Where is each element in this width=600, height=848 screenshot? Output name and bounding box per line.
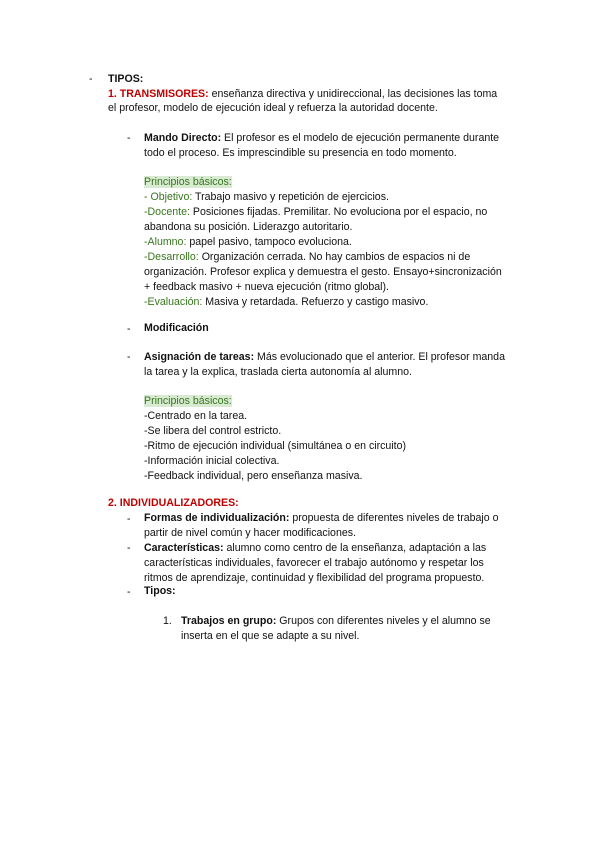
- mando-bullet: -: [127, 132, 131, 144]
- list-item: -Ritmo de ejecución individual (simultánea o en circuito): [144, 440, 407, 452]
- asignacion-bullet: -: [127, 351, 131, 363]
- principios-basicos-2: [144, 394, 406, 484]
- transmisores-desc-2: el profesor, modelo de ejecución ideal y refuerza la autoridad docente.: [108, 102, 438, 114]
- formas-individualizacion: Formas de individualización: propuesta de diferentes niveles de trabajo o partir de nivel común y hacer modificaciones.: [144, 512, 499, 539]
- principios-heading-1: Principios básicos:: [144, 176, 232, 188]
- individualizadores-heading: 2. INDIVIDUALIZADORES:: [108, 497, 239, 509]
- modificacion: Modificación: [144, 322, 209, 334]
- mando-directo: Mando Directo: El profesor es el modelo de ejecución permanente durante todo el proceso. Es imprescindible su presencia en todo momento.: [144, 132, 500, 159]
- tipos2-title: Tipos:: [144, 585, 176, 597]
- asignacion-tareas: Asignación de tareas: Más evolucionado que el anterior. El profesor manda la tarea y la explica, traslada cierta autonomía al alumno.: [144, 351, 505, 378]
- tipos2-bullet: -: [127, 586, 131, 598]
- asignacion-title: Asignación de tareas:: [144, 351, 255, 363]
- caracteristicas: Características: alumno como centro de la enseñanza, adaptación a las características individuales, favorecer el trabajo autónomo y respetar los ritmos de aprendizaje, continuidad y flexibilidad del programa propuesto.: [144, 542, 487, 584]
- tipos-bullet: -: [89, 73, 93, 85]
- modificacion-bullet: -: [127, 323, 131, 335]
- list-item: -Centrado en la tarea.: [144, 410, 248, 422]
- tipos-title: TIPOS:: [108, 73, 144, 85]
- caracteristicas-bullet: -: [127, 542, 131, 554]
- mando-title: Mando Directo:: [144, 132, 222, 144]
- transmisores-desc: enseñanza directiva y unidireccional, las decisiones las toma: [208, 88, 498, 100]
- list-item: -Información inicial colectiva.: [144, 455, 280, 467]
- formas-bullet: -: [127, 513, 131, 525]
- trabajos-number: 1.: [163, 615, 172, 627]
- principios-heading-2: Principios básicos:: [144, 395, 232, 407]
- transmisores-heading: 1. TRANSMISORES:: [108, 88, 209, 100]
- formas-title: Formas de individualización:: [144, 512, 290, 524]
- trabajos-title: Trabajos en grupo:: [181, 615, 277, 627]
- principios-basicos-1: Principios básicos: - Objetivo: Trabajo masivo y repetición de ejercicios. -Docente: Posiciones fijadas. Premilitar. No evoluciona por el espacio, no abandona su posición. Liderazgo autoritario. -Alumno: papel pasivo, tampoco evoluciona. -Desarrollo: Organización cerrada. No hay cambios de espacios ni de organización. Profesor explica y demuestra el gesto. Ensayo+sincronización + feedback masivo + nueva ejecución (ritmo global). -Evaluación: Masiva y retardada. Refuerzo y castigo masivo.: [144, 176, 502, 308]
- transmisores-section: [108, 87, 497, 102]
- caracteristicas-title: Características:: [144, 542, 224, 554]
- trabajos-en-grupo: Trabajos en grupo: Grupos con diferentes niveles y el alumno se inserta en el que se adapte a su nivel.: [181, 615, 491, 642]
- list-item: -Se libera del control estricto.: [144, 425, 282, 437]
- list-item: -Feedback individual, pero enseñanza masiva.: [144, 470, 363, 482]
